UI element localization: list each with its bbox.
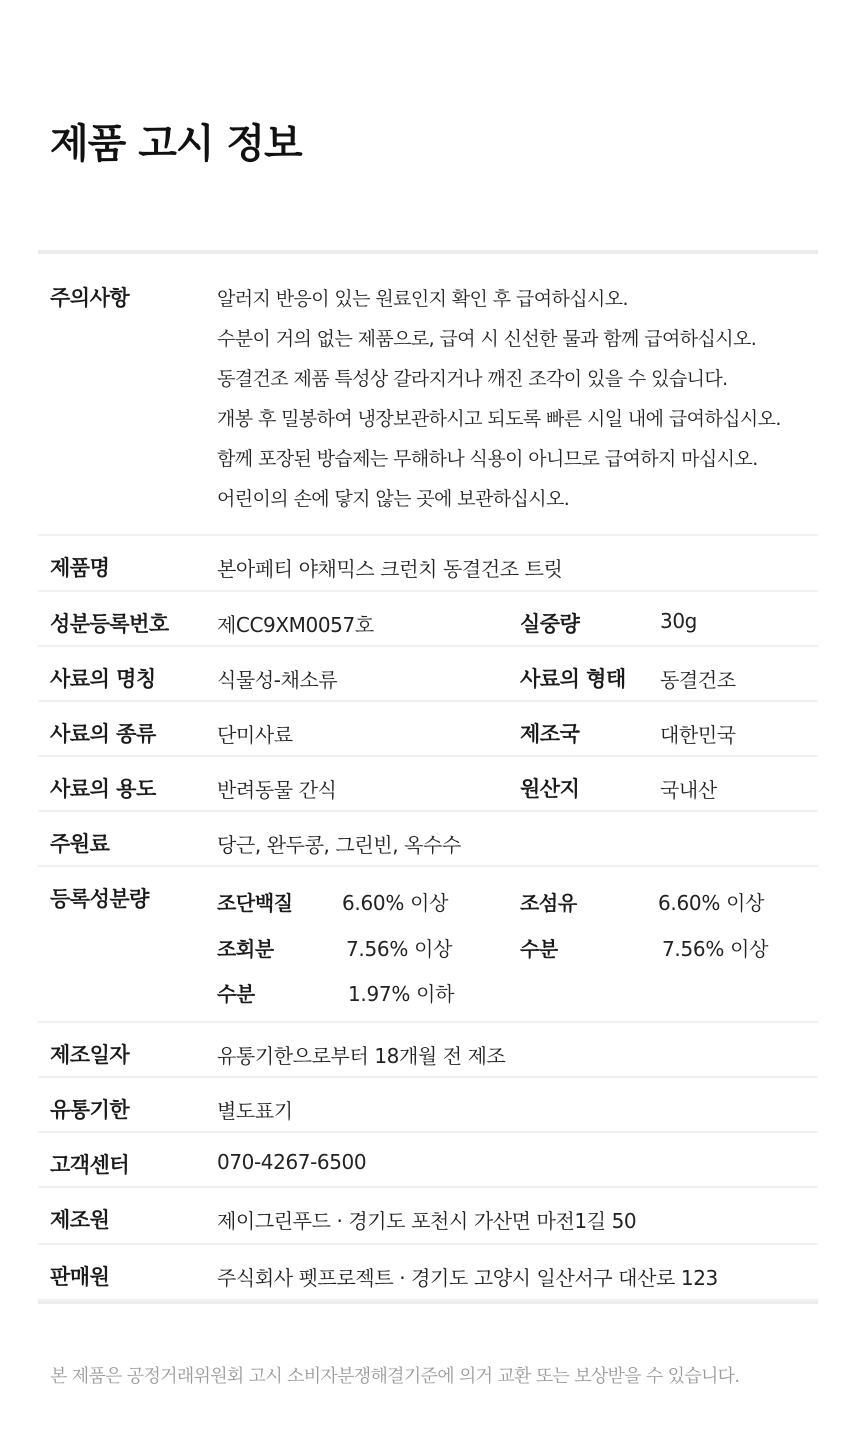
nutrient-name: 수분 [520, 937, 558, 961]
customer-center-label: 고객센터 [50, 1153, 130, 1177]
feed-form-label: 사료의 형태 [520, 667, 626, 691]
nutrient-name: 조회분 [217, 937, 274, 961]
seller-label: 판매원 [50, 1265, 110, 1289]
country-label: 제조국 [520, 722, 580, 746]
row-ingredients [38, 812, 818, 867]
manufacturer-label: 제조원 [50, 1208, 110, 1232]
row-feed-use [38, 757, 818, 812]
customer-center-phone: 070-4267-6500 [217, 1150, 367, 1174]
row-feed-name [38, 647, 818, 702]
caution-label: 주의사항 [50, 286, 130, 310]
nutrient-value: 6.60% 이상 [658, 891, 765, 915]
feed-name-label: 사료의 명칭 [50, 667, 156, 691]
caution-line-4: 개봉 후 밀봉하여 냉장보관하시고 되도록 빠른 시일 내에 급여하십시오. [217, 408, 781, 430]
row-reg-number [38, 592, 818, 647]
feed-use-label: 사료의 용도 [50, 777, 156, 801]
net-weight-label: 실중량 [520, 612, 580, 636]
row-feed-kind [38, 702, 818, 757]
feed-kind-label: 사료의 종류 [50, 722, 156, 746]
row-caution [38, 254, 818, 536]
reg-number-value: 제CC9XM0057호 [217, 613, 374, 637]
reg-number-label: 성분등록번호 [50, 612, 169, 636]
feed-use-value: 반려동물 간식 [217, 778, 337, 802]
product-info-table [38, 250, 818, 1304]
feed-kind-value: 단미사료 [217, 723, 293, 747]
feed-form-value: 동결건조 [660, 668, 736, 692]
nutrition-label: 등록성분량 [50, 887, 149, 911]
nutrient-name: 수분 [217, 982, 255, 1006]
country-value: 대한민국 [660, 723, 736, 747]
nutrient-name: 조단백질 [217, 891, 293, 915]
row-manufacturer [38, 1188, 818, 1245]
nutrient-name: 조섬유 [520, 891, 577, 915]
nutrient-value: 7.56% 이상 [346, 937, 453, 961]
nutrient-value: 7.56% 이상 [662, 937, 769, 961]
net-weight-value: 30g [660, 609, 697, 633]
nutrient-value: 6.60% 이상 [342, 891, 449, 915]
feed-name-value: 식물성-채소류 [217, 668, 338, 692]
origin-label: 원산지 [520, 777, 580, 801]
row-product-name [38, 536, 818, 592]
caution-line-2: 수분이 거의 없는 제품으로, 급여 시 신선한 물과 함께 급여하십시오. [217, 328, 757, 350]
caution-line-5: 함께 포장된 방습제는 무해하나 식용이 아니므로 급여하지 마십시오. [217, 448, 758, 470]
page-title: 제품 고시 정보 [50, 121, 302, 167]
caution-line-3: 동결건조 제품 특성상 갈라지거나 깨진 조각이 있을 수 있습니다. [217, 368, 728, 390]
row-customer-center [38, 1133, 818, 1188]
origin-value: 국내산 [660, 778, 717, 802]
caution-line-1: 알러지 반응이 있는 원료인지 확인 후 급여하십시오. [217, 288, 628, 310]
product-name-label: 제품명 [50, 556, 110, 580]
seller-value: 주식회사 펫프로젝트 · 경기도 고양시 일산서구 대산로 123 [217, 1266, 718, 1290]
manufacturer-value: 제이그린푸드 · 경기도 포천시 가산면 마전1길 50 [217, 1209, 637, 1233]
footer-notice: 본 제품은 공정거래위원회 고시 소비자분쟁해결기준에 의거 교환 또는 보상받을 수 있습니다. [50, 1366, 740, 1387]
ingredients-value: 당근, 완두콩, 그린빈, 옥수수 [217, 833, 461, 857]
expiry-label: 유통기한 [50, 1098, 130, 1122]
caution-line-6: 어린이의 손에 닿지 않는 곳에 보관하십시오. [217, 488, 570, 510]
table-bottom-border [38, 1301, 818, 1304]
ingredients-label: 주원료 [50, 832, 110, 856]
expiry-value: 별도표기 [217, 1099, 293, 1123]
row-mfg-date [38, 1023, 818, 1078]
mfg-date-value: 유통기한으로부터 18개월 전 제조 [217, 1044, 506, 1068]
nutrient-value: 1.97% 이하 [348, 982, 455, 1006]
row-expiry [38, 1078, 818, 1133]
mfg-date-label: 제조일자 [50, 1043, 130, 1067]
product-name-value: 본아페티 야채믹스 크런치 동결건조 트릿 [217, 557, 563, 581]
row-nutrition [38, 867, 818, 1023]
row-seller [38, 1245, 818, 1301]
